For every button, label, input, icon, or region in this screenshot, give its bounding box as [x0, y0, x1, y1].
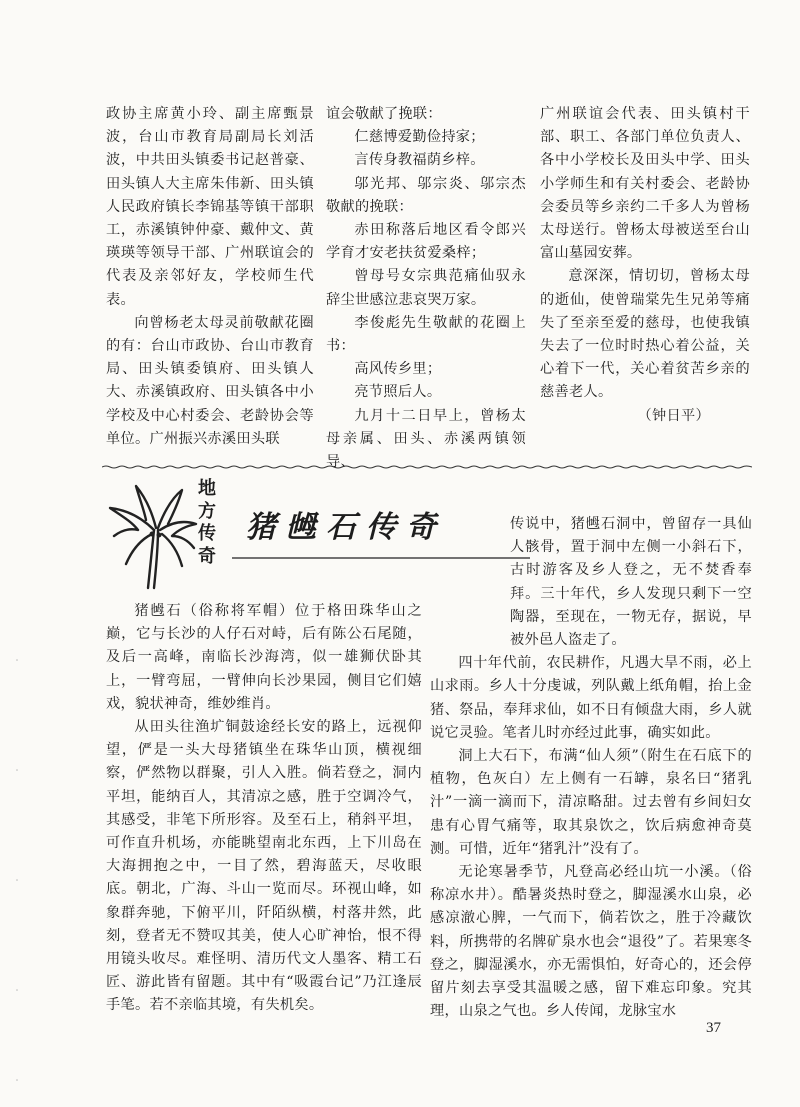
story-left-column: [106, 600, 422, 1018]
paragraph: 赤田称落后地区看令郎兴学育才安老扶贫爱桑梓；: [326, 222, 526, 262]
section-divider-rule: [102, 465, 752, 469]
top-column-1: [106, 103, 314, 451]
top-column-2: [326, 103, 526, 474]
margin-speckle-decoration: [14, 650, 20, 1090]
top-column-3: [540, 103, 750, 428]
author-signature: （钟日平）: [637, 407, 710, 424]
paragraph: 仁慈博爱勤俭持家；: [354, 129, 485, 146]
page-number: 37: [706, 1020, 721, 1036]
paragraph: 李俊彪先生敬献的花圈上书：: [326, 314, 526, 355]
paragraph: 传说中，猪乸石洞中，曾留存一具仙人骸骨，置于洞中左侧一小斜石下，古时游客及乡人登之，无不焚香奉拜。三十年代，乡人发现只剩下一空陶器，至现在，一物无存，据说，早被外邑人盗走了。: [510, 516, 752, 649]
section-category-label: 地 方 传 奇: [198, 478, 216, 567]
paragraph: 意深深，情切切，曾杨太母的逝仙，使曾瑞棠先生兄弟等痛失了至亲至爱的慈母，也使我镇失去了一位时时热心着公益，关心着下一代，关心着贫苦乡亲的慈善老人。: [540, 268, 750, 401]
paragraph: 谊会敬献了挽联：: [326, 106, 442, 122]
paragraph: 政协主席黄小玲、副主席甄景波，台山市教育局副局长刘活波，中共田头镇委书记赵普豪、田头镇人大主席朱伟新、田头镇人民政府镇长李锦基等镇干部职工，赤溪镇钟仲豪、戴仲文、黄瑛瑛等领导干部、广州联谊会的代表及亲邻好友，学校师生代表。: [106, 106, 314, 308]
paragraph: 邬光邦、邬宗炎、邬宗杰敬献的挽联：: [326, 175, 526, 215]
paragraph: 九月十二日早上，曾杨太母亲属、田头、赤溪两镇领导、: [326, 407, 526, 471]
paragraph: 洞上大石下，布满“仙人须”（附生在石底下的植物，色灰白）左上侧有一石罅，泉名曰“猪乳汁”一滴一滴而下，清凉略甜。过去曾有乡间妇女患有心胃气痛等，取其泉饮之，饮后病愈神奇莫测。可惜，近年“猪乳汁”没有了。: [430, 748, 752, 857]
article-title: 猪乸石传奇: [246, 510, 446, 545]
paragraph: 无论寒暑季节，凡登高必经山坑一小溪。（俗称凉水井）。酷暑炎热时登之，脚湿溪水山泉，必感凉澈心脾，一气而下，倘若饮之，胜于冷藏饮料，所携带的名牌矿泉水也会“退役”了。若果寒冬登之，脚湿溪水，亦无需惧怕，好奇心的，还会停留片刻去享受其温暖之感，留下难忘印象。究其理，山泉之气也。乡人传闻，龙脉宝水: [430, 864, 752, 1020]
paragraph: 从田头往渔圹铜鼓途经长安的路上，远视仰望，俨是一头大母猪镇坐在珠华山顶，横视细察，俨然物以群聚，引人入胜。倘若登之，洞内平坦，能纳百人，其清凉之感，胜于空调冷气，其感受，非笔下所形容。及至石上，稍斜平坦，可作直升机场，亦能眺望南北东西，上下川岛在大海拥抱之中，一目了然，碧海蓝天，尽收眼底。朝北，广海、斗山一览而尽。环视山峰，如象群奔驰，下俯平川，阡陌纵横，村落井然，此刻，登者无不赞叹其美，使人心旷神怡，恨不得用镜头收尽。难怪明、清历代文人墨客、精工石匠、游此皆有留题。其中有“吸霞台记”乃江逢辰手笔。若不亲临其境，有失机矣。: [106, 719, 422, 1014]
paragraph: 亮节照后人。: [354, 384, 442, 401]
story-right-column: [430, 513, 752, 1023]
paragraph: 猪乸石（俗称将军帽）位于格田珠华山之巅，它与长沙的人仔石对峙，后有陈公石尾随，及后一高峰，南临长沙海湾，似一雄狮伏卧其上，一臂弯屈，一臂伸向长沙果园，侧目它们嬉戏，貌状神奇，维妙维肖。: [106, 603, 422, 712]
paragraph: 四十年代前，农民耕作，凡遇大旱不雨，必上山求雨。乡人十分虔诚，列队戴上纸角帽，抬上金猪、祭品，奉拜求仙，如不日有倾盘大雨，乡人就说它灵验。笔者儿时亦经过此事，确实如此。: [430, 655, 752, 741]
paragraph: 言传身教福荫乡梓。: [354, 152, 485, 169]
paragraph: 向曾杨老太母灵前敬献花圈的有：台山市政协、台山市教育局、田头镇委镇府、田头镇人大、赤溪镇政府、田头镇各中小学校及中心村委会、老龄协会等单位。广州振兴赤溪田头联: [106, 314, 314, 447]
paragraph: 高风传乡里；: [354, 361, 442, 378]
paragraph: 曾母号女宗典范痛仙驭永辞尘世感泣悲哀哭万家。: [326, 268, 526, 308]
paragraph: 广州联谊会代表、田头镇村干部、职工、各部门单位负责人、各中小学校长及田头中学、田头小学师生和有关村委会、老龄协会委员等乡亲约二千多人为曾杨太母送行。曾杨太母被送至台山富山墓园安葬。: [540, 106, 750, 262]
top-column-3-body: [540, 103, 750, 405]
